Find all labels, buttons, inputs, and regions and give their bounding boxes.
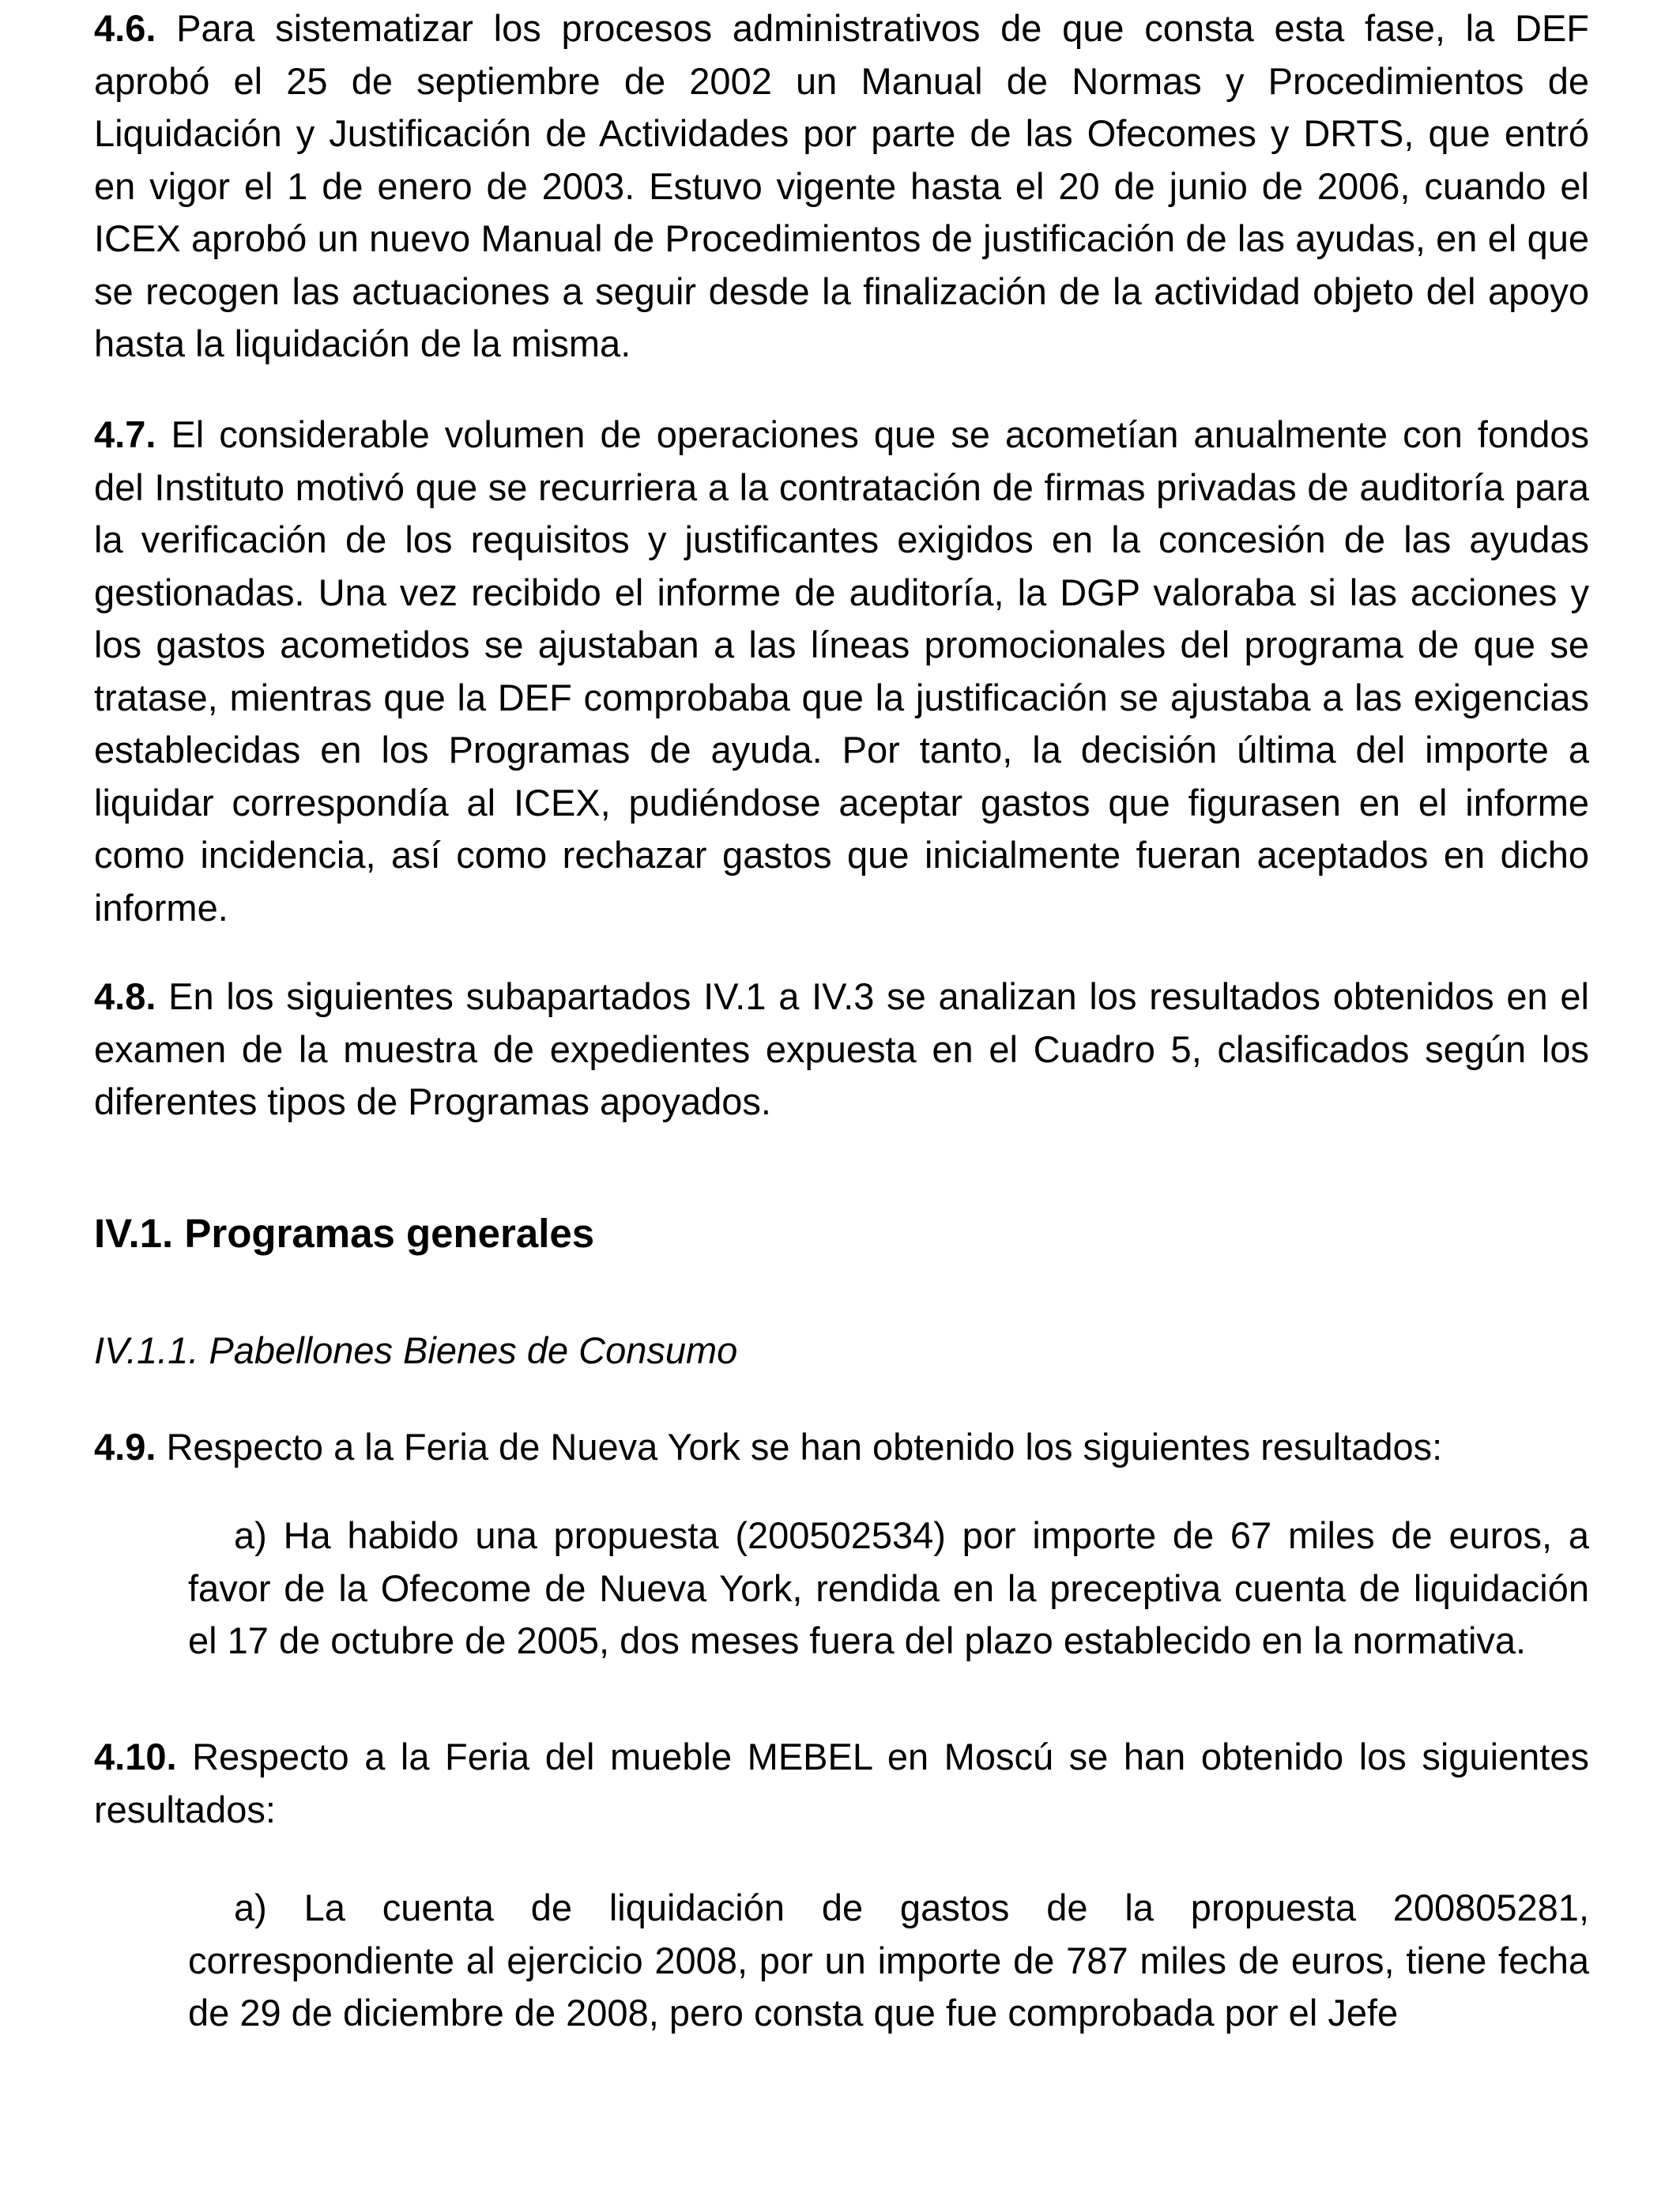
subsection-heading: IV.1.1. Pabellones Bienes de Consumo: [94, 1329, 738, 1371]
paragraph-text: En los siguientes subapartados IV.1 a IV.3 se analizan los resultados obtenidos en el examen de la muestra de expedientes expuesta en el Cuadro 5, clasificados según los diferentes tipos de Programas apoyados.: [94, 975, 1589, 1122]
list-item: [188, 1882, 1589, 2040]
list-item-text: La cuenta de liquidación de gastos de la propuesta 200805281, correspondiente al ejercicio 2008, por un importe de 787 miles de euros, tiene fecha de 29 de diciembre de 2008, pero consta que fue comprobada por el Jefe: [188, 1887, 1590, 2034]
paragraph-text: El considerable volumen de operaciones que se acometían anualmente con fondos del Instituto motivó que se recurriera a la contratación de firmas privadas de auditoría para la verificación de los requisitos y justificantes exigidos en la concesión de las ayudas gestionadas. Una vez recibido el informe de auditoría, la DGP valoraba si las acciones y los gastos acometidos se ajustaban a las líneas promocionales del programa de que se tratase, mientras que la DEF comprobaba que la justificación se ajustaba a las exigencias establecidas en los Programas de ayuda. Por tanto, la decisión última del importe a liquidar correspondía al ICEX, pudiéndose aceptar gastos que figurasen en el informe como incidencia, así como rechazar gastos que inicialmente fueran aceptados en dicho informe.: [94, 413, 1589, 929]
paragraph-number: 4.6.: [94, 7, 156, 49]
paragraph-number: 4.9.: [94, 1426, 156, 1468]
list-item: [188, 1510, 1589, 1668]
list-item-text: Ha habido una propuesta (200502534) por importe de 67 miles de euros, a favor de la Ofecome de Nueva York, rendida en la preceptiva cuenta de liquidación el 17 de octubre de 2005, dos meses fuera del plazo establecido en la normativa.: [188, 1514, 1590, 1661]
paragraph-number: 4.7.: [94, 413, 156, 455]
paragraph-4-6: [94, 2, 1589, 371]
paragraph-4-8: [94, 971, 1589, 1129]
list-item-label: a): [234, 1514, 267, 1556]
paragraph-text: Para sistematizar los procesos administrativos de que consta esta fase, la DEF aprobó el 25 de septiembre de 2002 un Manual de Normas y Procedimientos de Liquidación y Justificación de Actividades por parte de las Ofecomes y DRTS, que entró en vigor el 1 de enero de 2003. Estuvo vigente hasta el 20 de junio de 2006, cuando el ICEX aprobó un nuevo Manual de Procedimientos de justificación de las ayudas, en el que se recogen las actuaciones a seguir desde la finalización de la actividad objeto del apoyo hasta la liquidación de la misma.: [94, 7, 1589, 364]
paragraph-4-9: [94, 1421, 1589, 1474]
paragraph-4-7: [94, 409, 1589, 934]
paragraph-4-10: [94, 1731, 1589, 1836]
paragraph-text: Respecto a la Feria de Nueva York se han obtenido los siguientes resultados:: [166, 1426, 1443, 1468]
paragraph-number: 4.8.: [94, 975, 156, 1017]
paragraph-text: Respecto a la Feria del mueble MEBEL en Moscú se han obtenido los siguientes resultados:: [94, 1736, 1589, 1830]
list-item-label: a): [234, 1887, 267, 1928]
paragraph-number: 4.10.: [94, 1736, 177, 1777]
section-heading: IV.1. Programas generales: [94, 1211, 595, 1256]
